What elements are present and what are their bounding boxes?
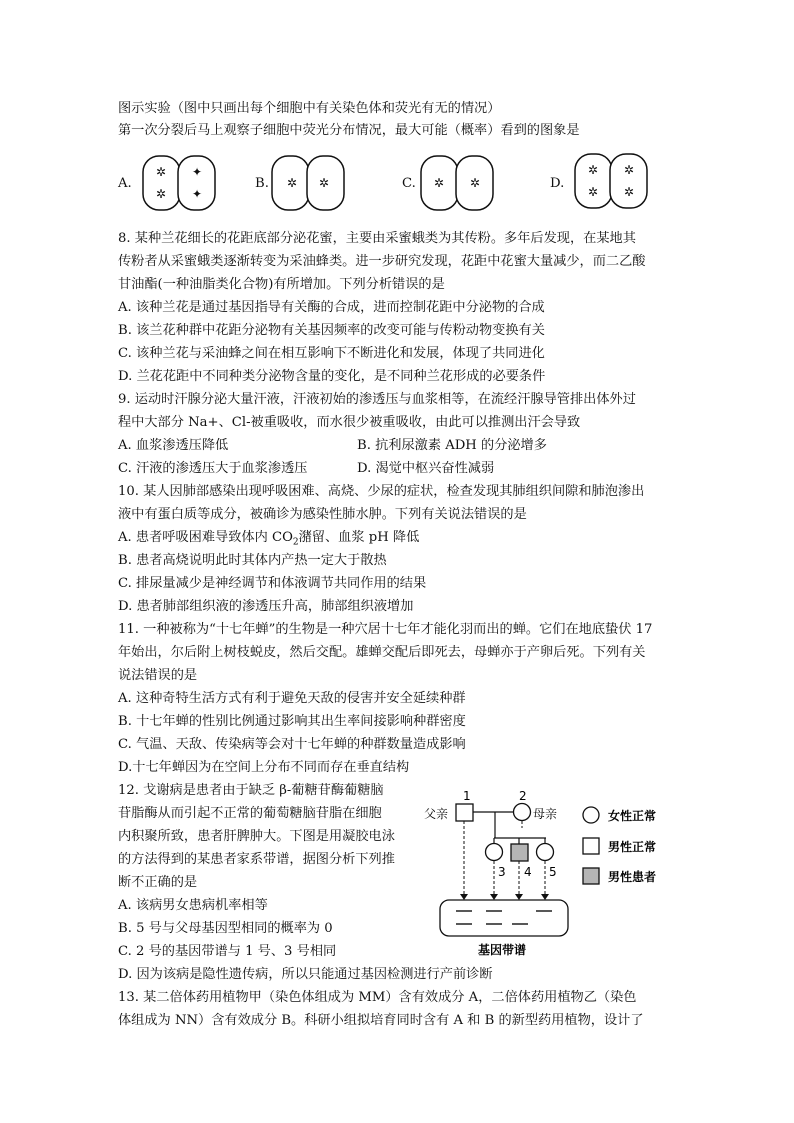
q12-line-1: 12. 戈谢病是患者由于缺乏 β-葡糖苷酶葡糖脑 [118,783,384,798]
svg-text:✲: ✲ [155,165,167,179]
q8-option-b: B. 该兰花种群中花距分泌物有关基因频率的改变可能与传粉动物变换有关 [118,323,545,338]
mother-label: 母亲 [533,807,558,821]
svg-text:✲: ✲ [286,176,298,190]
q10-line-1: 10. 某人因肺部感染出现呼吸困难、高烧、少尿的症状，检查发现其肺组织间隙和肺泡渗出 [118,484,645,499]
svg-text:✲: ✲ [587,163,599,177]
q9-option-c: C. 汗液的渗透压大于血浆渗透压 [118,461,308,476]
q12-option-b: B. 5 号与父母基因型相同的概率为 0 [118,921,333,936]
q9-option-b: B. 抗利尿激素 ADH 的分泌增多 [357,438,547,453]
cell-figure-a [140,150,220,216]
legend-female-normal: 女性正常 [608,809,657,823]
q12-line-5: 断不正确的是 [118,875,198,890]
father-square [456,804,473,821]
child-5-number: 5 [549,865,557,879]
q8-line-3: 甘油酯(一种油脂类化合物)有所增加。下列分析错误的是 [118,277,445,292]
q10-option-d: D. 患者肺部组织液的渗透压升高，肺部组织液增加 [118,599,414,614]
legend-male-patient: 男性患者 [608,870,657,884]
q12-line-4: 的方法得到的某患者家系带谱，据图分析下列推 [118,852,395,867]
q10-option-b: B. 患者高烧说明此时其体内产热一定大于散热 [118,553,387,568]
q13-line-2: 体组成为 NN）含有效成分 B。科研小组拟培育同时含有 A 和 B 的新型药用植物，设计了 [118,1013,644,1028]
intro-line-2: 第一次分裂后马上观察子细胞中荧光分布情况，最大可能（概率）看到的图象是 [118,123,580,138]
svg-text:✲: ✲ [433,176,445,190]
q9-line-2: 程中大部分 Na+、Cl-被重吸收，而水很少被重吸收，由此可以推测出汗会导致 [118,415,581,430]
q8-line-2: 传粉者从采蜜蛾类逐渐转变为采油蜂类。进一步研究发现，花距中花蜜大量减少，而二乙酸 [118,254,646,269]
svg-text:✲: ✲ [587,185,599,199]
q12-option-a: A. 该病男女患病机率相等 [118,898,268,913]
q11-line-2: 年始出，尔后附上树枝蜕皮，然后交配。雄蝉交配后即死去，母蝉亦于产卵后死。下列有关 [118,645,646,660]
svg-text:✲: ✲ [623,163,635,177]
q11-option-c: C. 气温、天敌、传染病等会对十七年蝉的种群数量造成影响 [118,737,466,752]
q10-line-2: 液中有蛋白质等成分，被确诊为感染性肺水肿。下列有关说法错误的是 [118,507,527,522]
child-3-circle [486,844,503,861]
mother-circle [514,804,531,821]
q11-option-d: D.十七年蝉因为在空间上分布不同而存在垂直结构 [118,760,410,775]
co2-subscript: 2 [292,537,299,548]
q12-option-c: C. 2 号的基因带谱与 1 号、3 号相同 [118,944,337,959]
q11-line-1: 11. 一种被称为“十七年蝉”的生物是一种穴居十七年才能化羽而出的蝉。它们在地底蛰伏 17 [118,622,653,637]
q11-option-b: B. 十七年蝉的性别比例通过影响其出生率间接影响种群密度 [118,714,466,729]
q12-line-2: 苷脂酶从而引起不正常的葡萄糖脑苷脂在细胞 [118,806,382,821]
gene-band-caption: 基因带谱 [478,943,527,957]
svg-text:✲: ✲ [469,176,481,190]
option-label: D. [550,176,565,191]
cell-figure-b [269,150,349,216]
option-label: C. [402,176,416,191]
gel-box [440,900,568,936]
cell-figure-d [572,150,656,216]
q10-option-a-text: A. 患者呼吸困难导致体内 CO [118,530,293,545]
q10-option-c: C. 排尿量减少是神经调节和体液调节共同作用的结果 [118,576,427,591]
q11-option-a: A. 这种奇特生活方式有利于避免天敌的侵害并安全延续种群 [118,691,466,706]
mother-number: 2 [519,789,527,803]
legend-female-normal-icon [583,807,599,823]
child-3-number: 3 [498,865,506,879]
q8-option-d: D. 兰花花距中不同种类分泌物含量的变化，是不同种兰花形成的必要条件 [118,369,546,384]
q8-option-c: C. 该种兰花与采油蜂之间在相互影响下不断进化和发展，体现了共同进化 [118,346,545,361]
svg-text:✲: ✲ [318,176,330,190]
legend-male-normal-icon [583,838,599,854]
q9-option-d: D. 渴觉中枢兴奋性减弱 [357,461,495,476]
father-label: 父亲 [424,807,449,821]
svg-text:✲: ✲ [623,185,635,199]
pedigree-figure [418,780,698,960]
svg-text:✦: ✦ [191,165,203,179]
legend-male-patient-icon [583,868,599,884]
child-4-number: 4 [524,865,532,879]
child-5-circle [537,844,554,861]
child-4-square [511,844,528,861]
q8-line-1: 8. 某种兰花细长的花距底部分泌花蜜，主要由采蜜蛾类为其传粉。多年后发现，在某地其 [118,231,636,246]
cell-figure-c [418,150,498,216]
q8-option-a: A. 该种兰花是通过基因指导有关酶的合成，进而控制花距中分泌物的合成 [118,300,545,315]
q11-line-3: 说法错误的是 [118,668,198,683]
option-label: B. [255,176,269,191]
q9-option-a: A. 血浆渗透压降低 [118,438,229,453]
q12-line-3: 内积聚所致，患者肝脾肿大。下图是用凝胶电泳 [118,829,395,844]
svg-text:✦: ✦ [191,187,203,201]
q12-option-d: D. 因为该病是隐性遗传病，所以只能通过基因检测进行产前诊断 [118,967,493,982]
q13-line-1: 13. 某二倍体药用植物甲（染色体组成为 MM）含有效成分 A，二倍体药用植物乙（染色 [118,990,637,1005]
q10-option-a-text-end: 潴留、血浆 pH 降低 [298,530,420,545]
option-label: A. [118,176,132,191]
legend-male-normal: 男性正常 [608,840,657,854]
svg-text:✲: ✲ [155,187,167,201]
intro-line-1: 图示实验（图中只画出每个细胞中有关染色体和荧光有无的情况） [118,101,501,116]
q9-line-1: 9. 运动时汗腺分泌大量汗液，汗液初始的渗透压与血浆相等，在流经汗腺导管排出体外过 [118,392,636,407]
father-number: 1 [463,789,471,803]
